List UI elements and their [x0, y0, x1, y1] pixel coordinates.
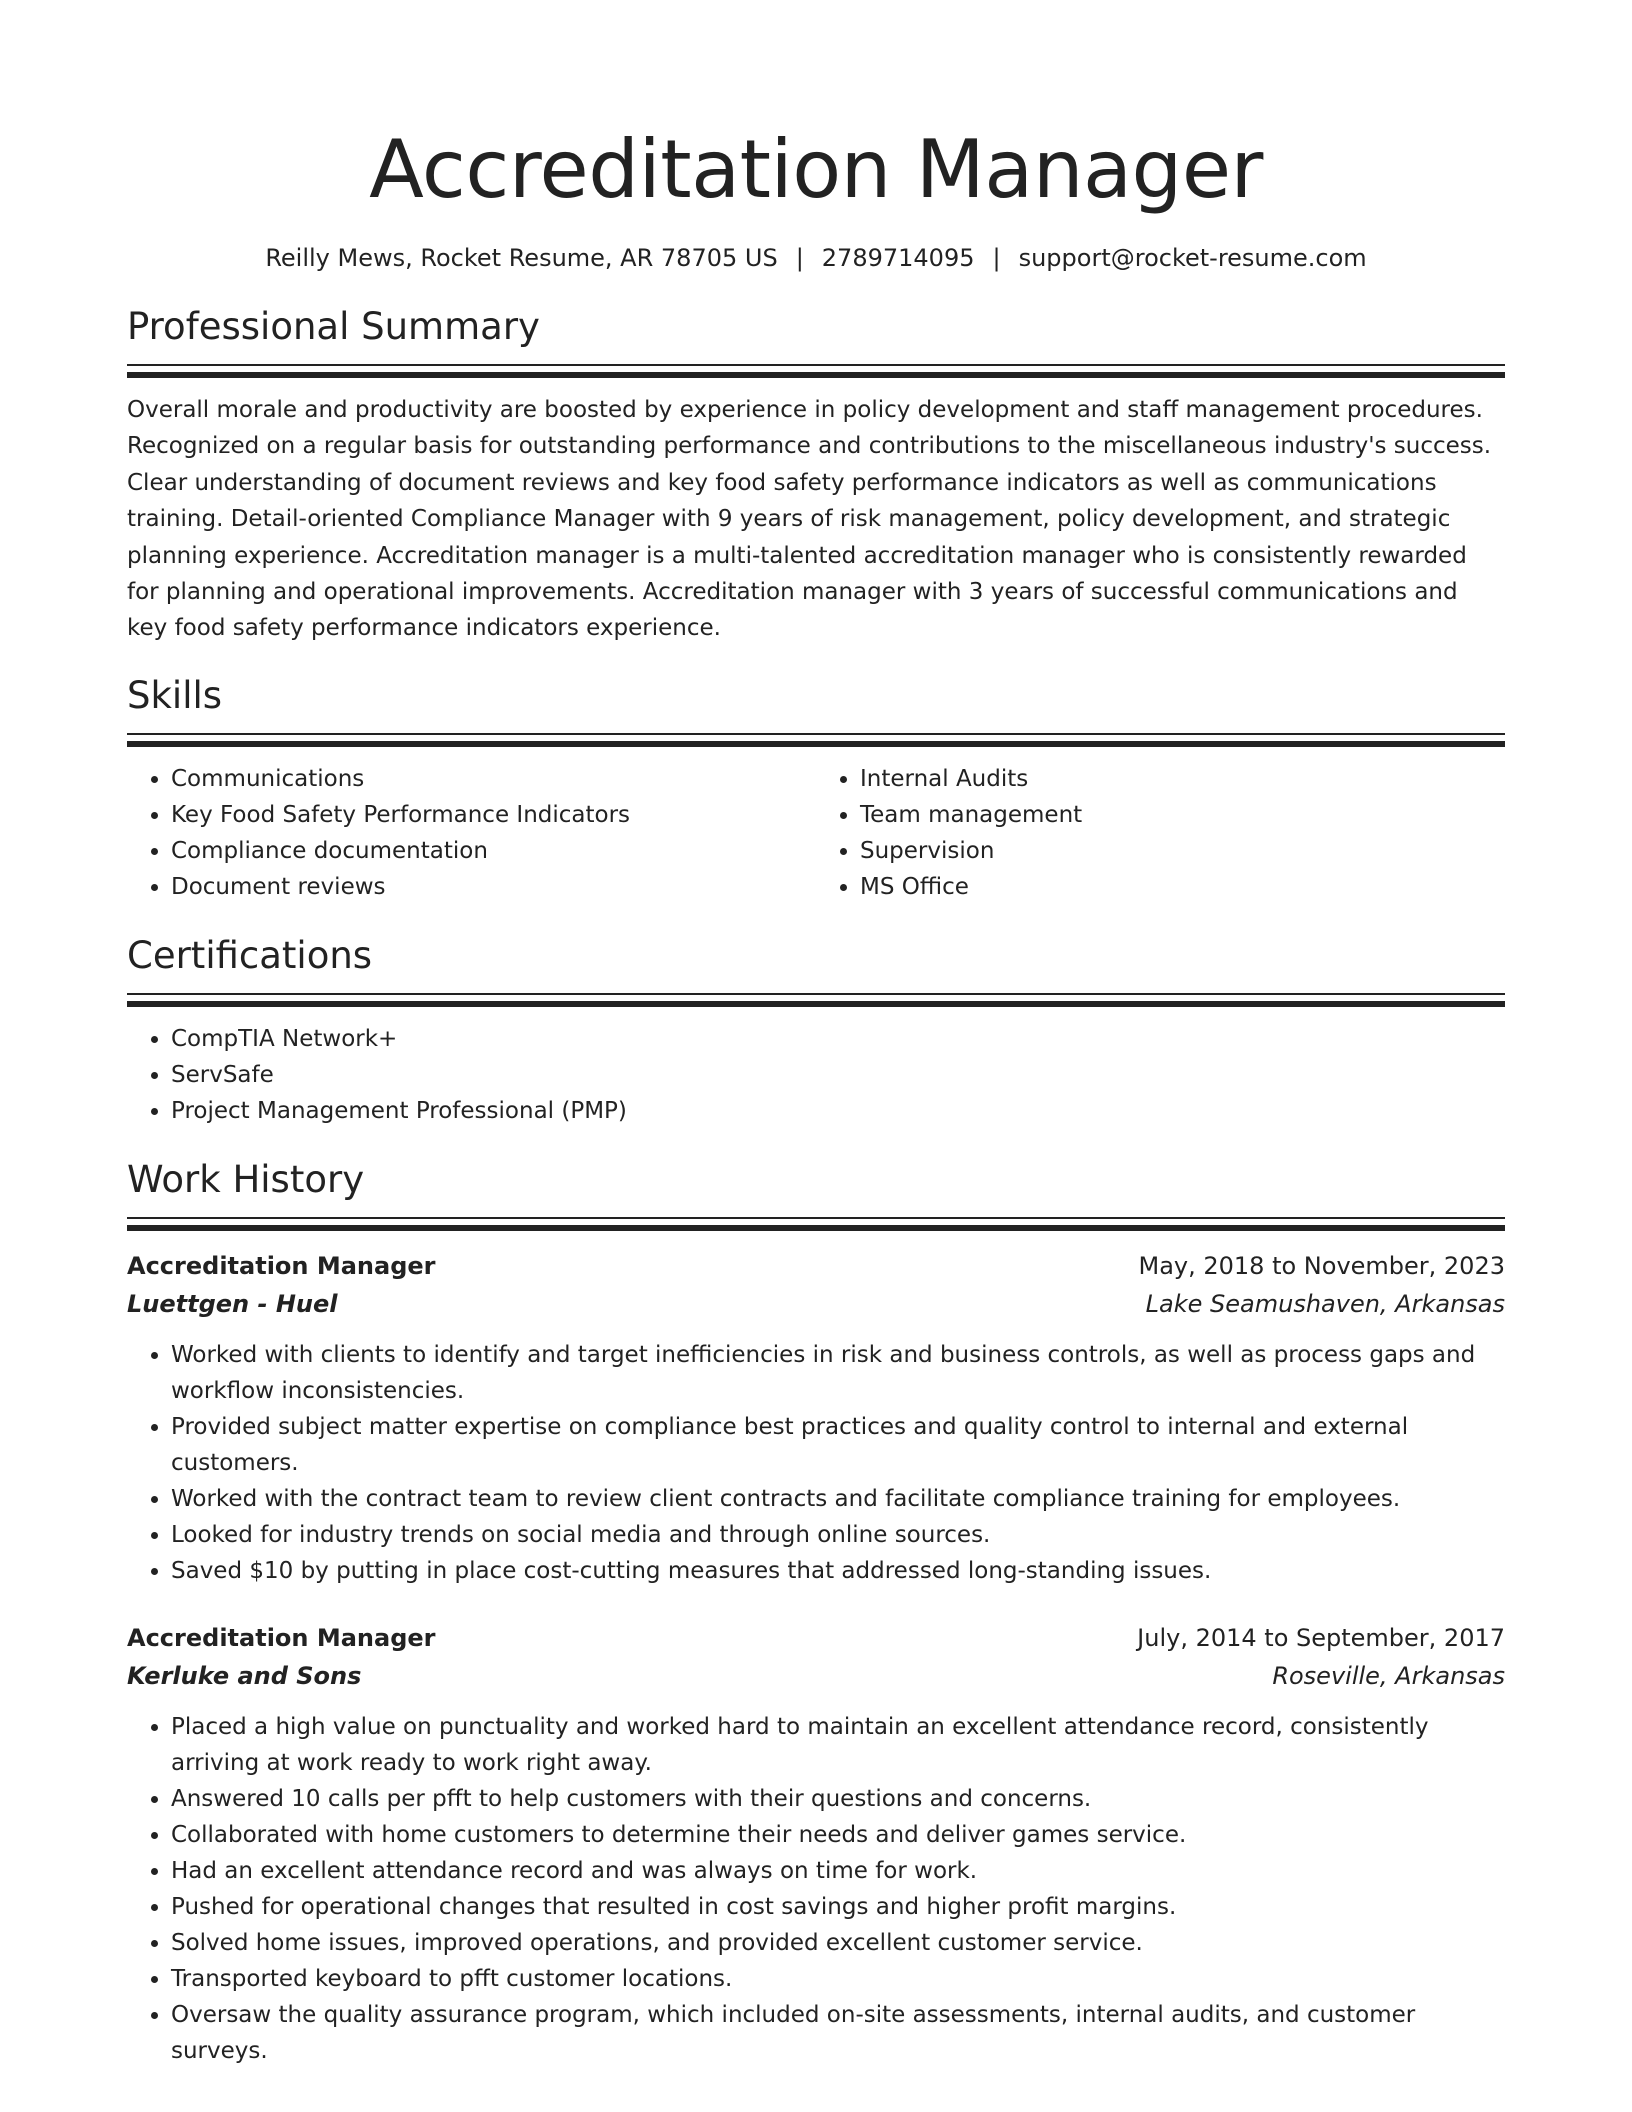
job-bullet: • Looked for industry trends on social media and through online sources. [171, 1517, 1505, 1553]
summary-heading: Professional Summary [127, 305, 540, 348]
skill-item: • Key Food Safety Performance Indicators [171, 797, 816, 833]
contact-email[interactable]: support@rocket-resume.com [1018, 244, 1367, 272]
job-dates: May, 2018 to November, 2023 [1138, 1251, 1505, 1280]
job-bullets [127, 1337, 1505, 1589]
certification-item: • CompTIA Network+ [171, 1021, 1505, 1057]
job-entry [127, 1619, 1505, 2069]
skill-item: • Internal Audits [860, 761, 1505, 797]
contact-separator: | [992, 244, 1001, 272]
job-header [127, 1247, 1505, 1285]
skill-item: • Compliance documentation [171, 833, 816, 869]
job-bullet: • Provided subject matter expertise on compliance best practices and quality control to internal and external customers. [171, 1409, 1505, 1481]
section-divider [127, 364, 1505, 378]
job-bullet: • Worked with the contract team to review client contracts and facilitate compliance training for employees. [171, 1481, 1505, 1517]
skill-item: • Document reviews [171, 869, 816, 905]
work-heading: Work History [127, 1157, 365, 1201]
job-title: Accreditation Manager [127, 1251, 436, 1280]
job-location: Roseville, Arkansas [1272, 1661, 1505, 1690]
section-divider [127, 733, 1505, 747]
job-location: Lake Seamushaven, Arkansas [1145, 1289, 1505, 1318]
job-bullet: • Oversaw the quality assurance program, which included on-site assessments, internal audits, and customer surveys. [171, 1997, 1505, 2069]
skills-section [127, 673, 1505, 905]
certification-item: • Project Management Professional (PMP) [171, 1093, 1505, 1129]
skill-item: • Supervision [860, 833, 1505, 869]
skills-list-left [127, 761, 816, 905]
contact-phone[interactable]: 2789714095 [821, 244, 975, 272]
skills-list-right [816, 761, 1505, 905]
job-bullets [127, 1709, 1505, 2069]
job-bullet: • Saved $10 by putting in place cost-cutting measures that addressed long-standing issues. [171, 1553, 1505, 1589]
work-section [127, 1157, 1505, 2069]
job-header [127, 1619, 1505, 1657]
summary-section [127, 304, 1505, 647]
resume-title: Accreditation Manager [369, 123, 1263, 216]
job-dates: July, 2014 to September, 2017 [1137, 1623, 1505, 1652]
contact-address: Reilly Mews, Rocket Resume, AR 78705 US [265, 244, 778, 272]
job-bullet: • Placed a high value on punctuality and worked hard to maintain an excellent attendance record, consistently arriving at work ready to work right away. [171, 1709, 1505, 1781]
job-bullet: • Worked with clients to identify and target inefficiencies in risk and business controls, as well as process gaps and workflow inconsistencies. [171, 1337, 1505, 1409]
job-company: Kerluke and Sons [127, 1661, 362, 1690]
job-title: Accreditation Manager [127, 1623, 436, 1652]
job-bullet: • Collaborated with home customers to determine their needs and deliver games service. [171, 1817, 1505, 1853]
job-bullet: • Solved home issues, improved operations, and provided excellent customer service. [171, 1925, 1505, 1961]
contact-separator: | [795, 244, 804, 272]
job-subheader [127, 1657, 1505, 1695]
summary-text: Overall morale and productivity are boosted by experience in policy development and staff management procedures. Recognized on a regular basis for outstanding performance and contributions to the miscellaneous industry's success. Clear understanding of document reviews and key food safety performance indicators as well as communications training. Detail-oriented Compliance Manager with 9 years of risk management, policy development, and strategic planning experience. Accreditation manager is a multi-talented accreditation manager who is consistently rewarded for planning and operational improvements. Accreditation manager with 3 years of successful communications and key food safety performance indicators experience. [127, 397, 1492, 642]
skills-heading: Skills [127, 673, 223, 717]
job-bullet: • Had an excellent attendance record and was always on time for work. [171, 1853, 1505, 1889]
job-company: Luettgen - Huel [127, 1289, 338, 1318]
contact-line [127, 242, 1505, 274]
certifications-heading: Certifications [127, 933, 373, 977]
job-bullet: • Pushed for operational changes that resulted in cost savings and higher profit margins. [171, 1889, 1505, 1925]
certifications-section [127, 933, 1505, 1129]
section-divider [127, 1217, 1505, 1231]
job-bullet: • Answered 10 calls per pfft to help customers with their questions and concerns. [171, 1781, 1505, 1817]
skill-item: • Communications [171, 761, 816, 797]
job-entry [127, 1247, 1505, 1589]
job-bullet: • Transported keyboard to pfft customer locations. [171, 1961, 1505, 1997]
skill-item: • MS Office [860, 869, 1505, 905]
skills-columns [127, 761, 1505, 905]
skill-item: • Team management [860, 797, 1505, 833]
job-subheader [127, 1285, 1505, 1323]
section-divider [127, 993, 1505, 1007]
certification-item: • ServSafe [171, 1057, 1505, 1093]
certifications-list [127, 1021, 1505, 1129]
